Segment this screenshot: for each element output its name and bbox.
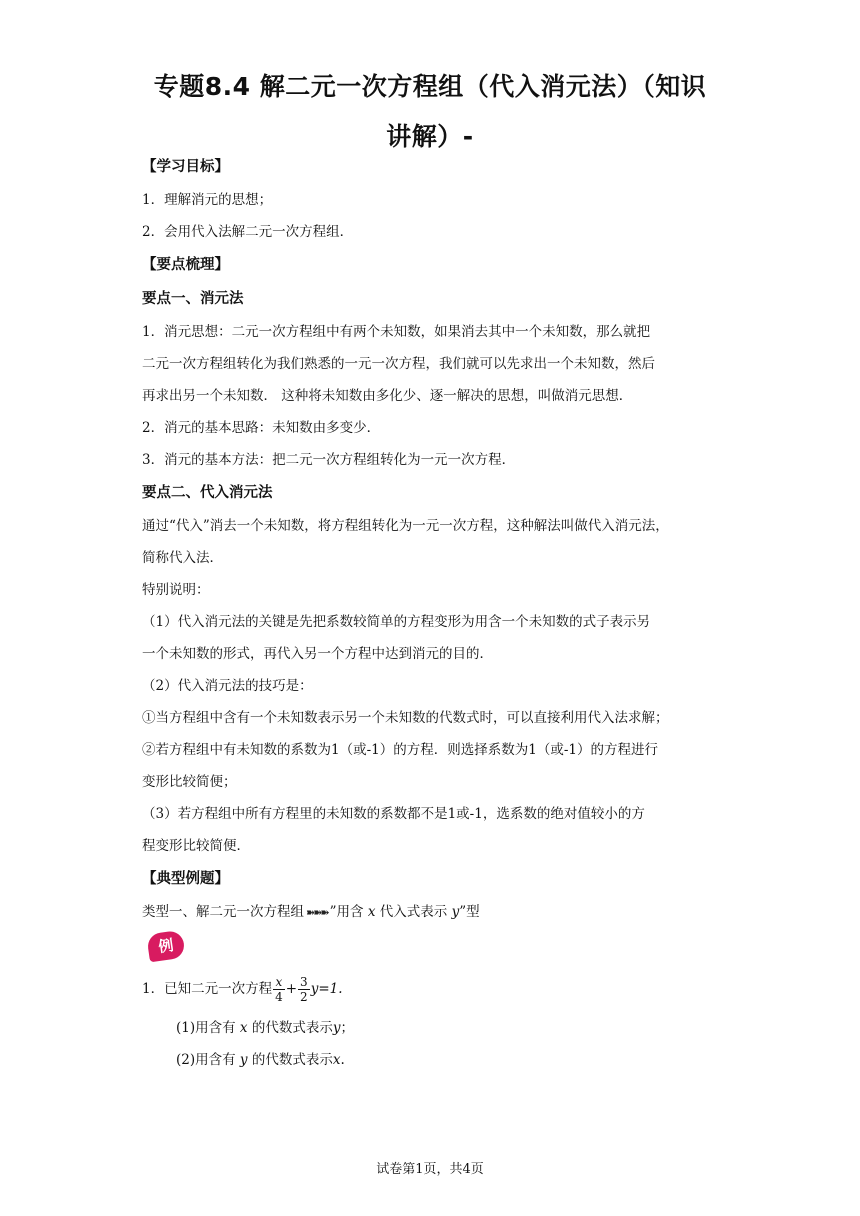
note-line: 一个未知数的形式，再代入另一个方程中达到消元的目的． [142,646,493,662]
sub-question-text: 的代数式表示 [251,1020,333,1036]
sub-question [142,1012,722,1044]
note-label: 特别说明： [142,582,210,598]
paragraph-line: 再求出另一个未知数． 这种将未知数由多化少、逐一解决的思想，叫做消元思想． [142,388,633,404]
type-text: ”用含 [329,904,364,920]
note-line: ②若方程组中有未知数的系数为1（或-1）的方程．则选择系数为1（或-1）的方程进行 [142,742,658,758]
variable-y: y [332,1020,341,1036]
fraction-numerator: x [273,975,285,990]
goal-item: 2．会用代入法解二元一次方程组． [142,224,354,240]
fraction-denominator: 2 [300,990,308,1004]
equation-tail: y=1. [310,981,343,997]
fraction-denominator: 4 [275,990,283,1004]
question-line [142,966,722,1012]
plus-sign: + [285,981,298,997]
sub-question-text: (2)用含有 [176,1052,236,1068]
fraction [273,975,285,1004]
goal-item: 1．理解消元的思想； [142,192,273,208]
sub-question [142,1044,722,1076]
type-text: 代入式表示 [379,904,448,920]
arrow-icon: ➽➽➽ [306,906,328,919]
paragraph-line: 2．消元的基本思路：未知数由多变少． [142,420,381,436]
sub-question-text: . [340,1052,345,1068]
section-heading-keypoints: 【要点梳理】 [142,257,229,273]
sub-question-text: 的代数式表示 [251,1052,333,1068]
type-prefix: 类型一、解二元一次方程组 [142,904,304,920]
note-line: （1）代入消元法的关键是先把系数较简单的方程变形为用含一个未知数的式子表示另 [142,614,651,630]
variable-x: x [332,1052,341,1068]
variable-x: x [367,904,376,920]
document-title [100,62,760,162]
note-line: 程变形比较简便． [142,838,250,854]
variable-y: y [239,1052,248,1068]
variable-y: y [451,904,460,920]
type-text: ”型 [459,904,480,920]
document-body [142,150,722,1076]
note-line: （2）代入消元法的技巧是： [142,678,313,694]
example-badge-icon: 例 [146,930,186,963]
fraction-numerator: 3 [300,975,308,989]
sub-question-text: ； [340,1020,354,1036]
paragraph-line: 1．消元思想：二元一次方程组中有两个未知数，如果消去其中一个未知数，那么就把 [142,324,651,340]
example-type-line [142,896,722,928]
keypoint-heading-2: 要点二、代入消元法 [142,485,273,501]
fraction [298,975,310,1004]
note-line: （3）若方程组中所有方程里的未知数的系数都不是1或-1，选系数的绝对值较小的方 [142,806,645,822]
paragraph-line: 3．消元的基本方法：把二元一次方程组转化为一元一次方程． [142,452,516,468]
paragraph-line: 通过“代入”消去一个未知数，将方程组转化为一元一次方程，这种解法叫做代入消元法， [142,518,669,534]
title-line-1: 专题8.4 解二元一次方程组（代入消元法）（知识 [153,72,707,101]
paragraph-line: 简称代入法． [142,550,223,566]
section-heading-goals: 【学习目标】 [142,159,229,175]
section-heading-examples: 【典型例题】 [142,871,229,887]
note-line: 变形比较简便； [142,774,237,790]
sub-question-text: (1)用含有 [176,1020,236,1036]
paragraph-line: 二元一次方程组转化为我们熟悉的一元一次方程，我们就可以先求出一个未知数，然后 [142,356,655,372]
example-badge-row [142,928,722,966]
title-line-2: 讲解）- [386,122,474,151]
variable-x: x [239,1020,248,1036]
page-footer: 试卷第1页，共4页 [376,1162,484,1177]
question-prefix: 1．已知二元一次方程 [142,981,273,997]
keypoint-heading-1: 要点一、消元法 [142,291,244,307]
note-line: ①当方程组中含有一个未知数表示另一个未知数的代数式时，可以直接利用代入法求解； [142,710,669,726]
